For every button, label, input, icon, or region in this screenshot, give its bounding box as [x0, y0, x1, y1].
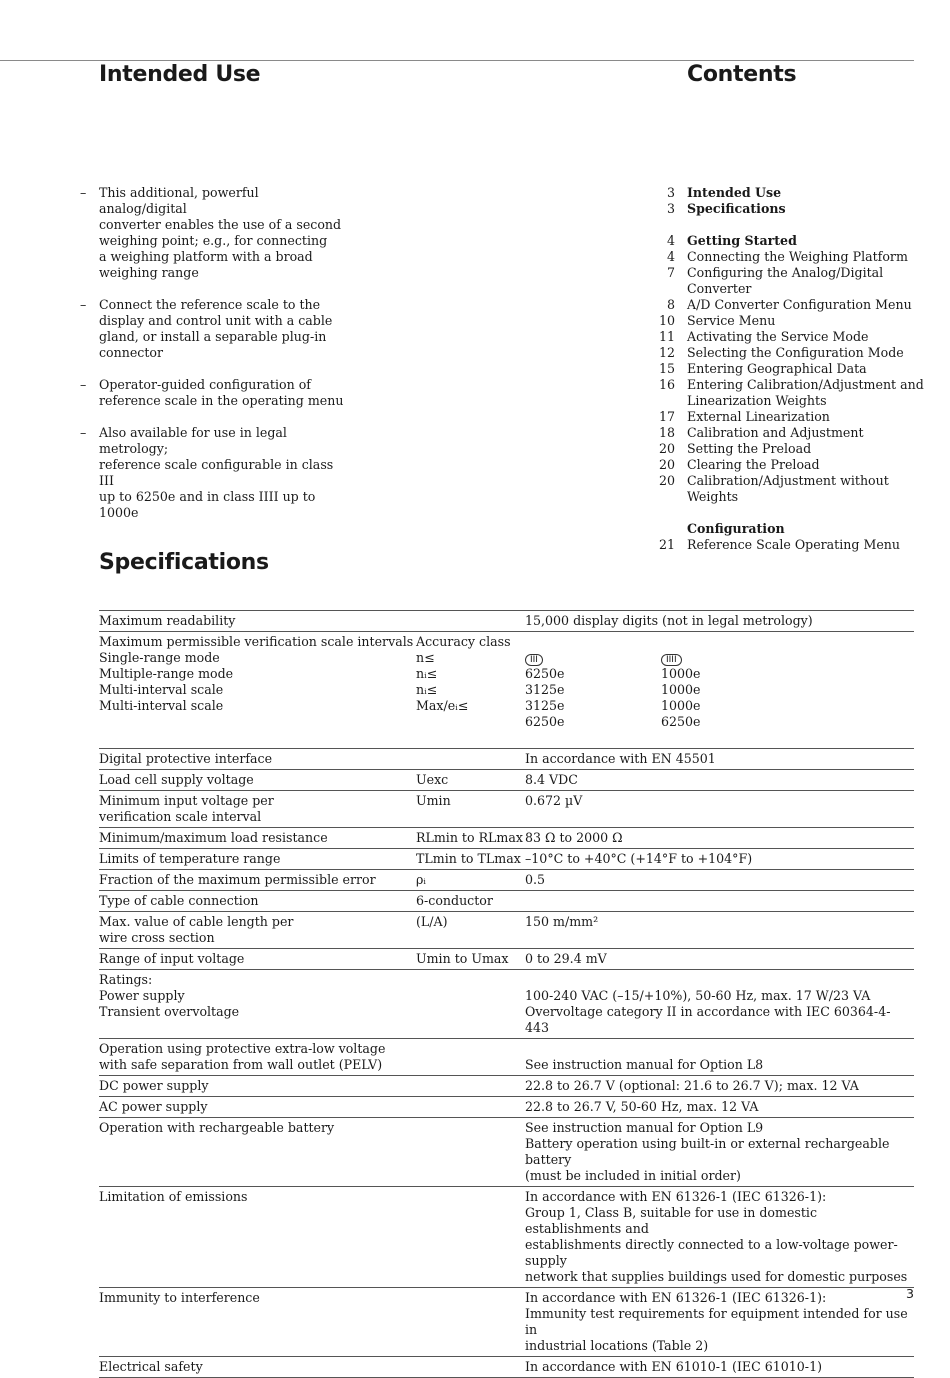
list-item: – Connect the reference scale to the display and control unit with a cable gland, or install a separable plug-in connector — [80, 297, 333, 360]
toc-entry[interactable]: 18 Calibration and Adjustment — [658, 425, 864, 440]
toc-entry[interactable]: 4 Getting Started — [666, 233, 797, 248]
table-row: Limitation of emissions In accordance with EN 61326-1 (IEC 61326-1): Group 1, Class B, suitable for use in domestic establishments and establishments directly connected to a low-voltage power-supply network that supplies buildings used for domestic purposes — [99, 1186, 914, 1287]
toc-entry[interactable]: 3 Specifications — [666, 201, 786, 216]
table-row: Maximum readability 15,000 display digits (not in legal metrology) — [99, 610, 914, 632]
toc-entry[interactable]: 15 Entering Geographical Data — [658, 361, 867, 376]
toc-entry[interactable]: 3 Intended Use — [666, 185, 782, 200]
table-row: Operation with rechargeable battery See instruction manual for Option L9 Battery operation using built-in or external rechargeable battery (must be included in initial order) — [99, 1117, 914, 1186]
table-row: Electrical safety In accordance with EN 61010-1 (IEC 61010-1) — [99, 1356, 914, 1378]
intended-use-list — [80, 185, 350, 537]
toc-entry[interactable]: 11 Activating the Service Mode — [658, 329, 869, 344]
table-row: Limits of temperature range TLmin to TLmax –10°C to +40°C (+14°F to +104°F) — [99, 848, 914, 869]
toc-entry[interactable]: 10 Service Menu — [658, 313, 776, 328]
page-number: 3 — [905, 1286, 914, 1301]
table-row: Minimum input voltage per verification scale interval Umin 0.672 µV — [99, 790, 914, 827]
toc-entry[interactable]: 21 Reference Scale Operating Menu — [658, 537, 901, 552]
table-row: AC power supply 22.8 to 26.7 V, 50-60 Hz, max. 12 VA — [99, 1096, 914, 1117]
toc-entry: Configuration — [687, 521, 785, 536]
list-item: – Operator-guided configuration of reference scale in the operating menu — [80, 377, 344, 408]
table-row: Immunity to interference In accordance with EN 61326-1 (IEC 61326-1): Immunity test requirements for equipment intended for use in industrial locations (Table 2) — [99, 1287, 914, 1356]
table-row: Type of cable connection 6-conductor — [99, 890, 914, 911]
toc-entry[interactable]: 12 Selecting the Configuration Mode — [658, 345, 904, 360]
list-item: – This additional, powerful analog/digital converter enables the use of a second weighing point; e.g., for connecting a weighing platform with a broad weighing range — [80, 185, 342, 280]
toc-entry[interactable]: 17 External Linearization — [658, 409, 830, 424]
list-item: – Also available for use in legal metrology; reference scale configurable in class III up to 6250e and in class IIII up to 1000e — [80, 425, 334, 520]
table-row: Ratings: Power supply Transient overvoltage 100-240 VAC (–15/+10%), 50-60 Hz, max. 17 W/23 VA Overvoltage category II in accordance with IEC 60364-4-443 — [99, 969, 914, 1038]
table-row: Operation using protective extra-low voltage with safe separation from wall outlet (PELV) See instruction manual for Option L8 — [99, 1038, 914, 1075]
contents-heading: Contents — [687, 62, 797, 87]
toc-entry[interactable]: 4 Connecting the Weighing Platform — [666, 249, 908, 264]
intended-use-heading: Intended Use — [99, 62, 261, 87]
toc-entry[interactable]: 20 Clearing the Preload — [658, 457, 820, 472]
toc-entry[interactable]: 7 Configuring the Analog/Digital Converter — [666, 265, 884, 296]
accuracy-class-iiii-icon: IIII — [661, 654, 682, 666]
top-rule — [0, 60, 914, 61]
specifications-table — [99, 610, 914, 1378]
accuracy-class-iii-icon: III — [525, 654, 543, 666]
table-row: DC power supply 22.8 to 26.7 V (optional: 21.6 to 26.7 V); max. 12 VA — [99, 1075, 914, 1096]
table-row: Fraction of the maximum permissible error ρᵢ 0.5 — [99, 869, 914, 890]
toc-entry[interactable]: 20 Setting the Preload — [658, 441, 812, 456]
specifications-heading: Specifications — [99, 550, 269, 575]
table-row: Digital protective interface In accordance with EN 45501 — [99, 748, 914, 769]
table-of-contents — [640, 185, 930, 553]
toc-entry[interactable]: 20 Calibration/Adjustment without Weights — [658, 473, 889, 504]
table-row: Max. value of cable length per wire cross section (L/A) 150 m/mm² — [99, 911, 914, 948]
table-row: Load cell supply voltage Uexc 8.4 VDC — [99, 769, 914, 790]
table-row: Minimum/maximum load resistance RLmin to RLmax 83 Ω to 2000 Ω — [99, 827, 914, 848]
table-row: Maximum permissible verification scale intervals Single-range mode Multiple-range mode Multi-interval scale Multi-interval scale Accuracy class n≤ nᵢ≤ nᵢ≤ Max/eᵢ≤ III 6250e 3125e 3125e 6250e IIII 1000e 1000e 1000e 6250e — [99, 634, 701, 729]
table-row: Range of input voltage Umin to Umax 0 to 29.4 mV — [99, 948, 914, 969]
toc-entry[interactable]: 8 A/D Converter Configuration Menu — [666, 297, 912, 312]
toc-entry[interactable]: 16 Entering Calibration/Adjustment and Linearization Weights — [658, 377, 924, 408]
